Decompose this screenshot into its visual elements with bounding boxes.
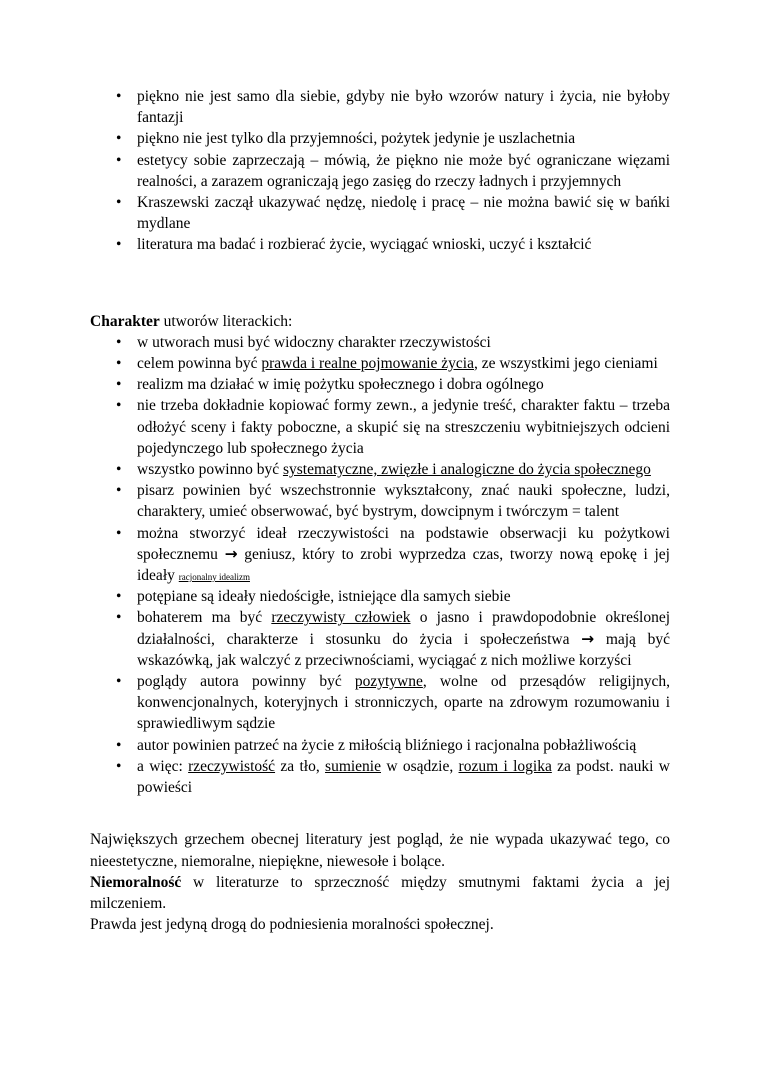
text-segment: estetycy sobie zaprzeczają – mówią, że piękno nie może być ograniczane więzami realności, a zarazem ograniczają jego zasięg do rzeczy ładnych i przyjemnych — [137, 151, 670, 190]
right-arrow-icon: → — [581, 629, 595, 648]
text-segment: autor powinien patrzeć na życie z miłością bliźniego i racjonalna pobłażliwością — [137, 736, 637, 754]
text-segment: literatura ma badać i rozbierać życie, wyciągać wnioski, uczyć i kształcić — [137, 236, 592, 254]
text-segment: za podst. nauki w powieści — [137, 757, 671, 797]
bullet-item — [90, 128, 670, 149]
bullet-item — [90, 735, 670, 756]
text-segment: w utworach musi być widoczny charakter rzeczywistości — [137, 333, 491, 351]
bullet-item — [90, 756, 670, 798]
text-segment: Niemoralność — [90, 873, 182, 891]
bullet-item — [90, 332, 670, 353]
bullet-item — [90, 671, 670, 735]
text-segment: bohaterem ma być — [137, 609, 272, 627]
text-segment: rozum i logika — [458, 757, 552, 775]
bullet-item — [90, 150, 670, 192]
text-segment: potępiane są ideały niedościgłe, istniejące dla samych siebie — [137, 588, 511, 606]
text-segment: utworów literackich: — [159, 312, 293, 330]
bullet-item — [90, 234, 670, 255]
text-segment: rzeczywisty człowiek — [271, 609, 411, 627]
text-segment: poglądy autora powinny być — [137, 673, 355, 691]
text-segment: , wolne od przesądów religijnych, konwencjonalnych, koteryjnych i stronniczych, oparte na zdrowym rozumowaniu i sprawiedliwym sądzie — [137, 673, 670, 733]
charakter-bullet-list — [90, 332, 670, 798]
bullet-item — [90, 353, 670, 374]
text-segment: realizm ma działać w imię pożytku społecznego i dobra ogólnego — [137, 376, 544, 394]
text-segment: Charakter — [90, 312, 160, 330]
text-segment: prawda i realne pojmowanie życia — [261, 355, 474, 373]
closing-paragraph — [90, 829, 670, 871]
charakter-heading — [90, 311, 670, 332]
text-segment: w osądzie, — [381, 757, 459, 775]
text-segment: Prawda jest jedyną drogą do podniesienia moralności społecznej. — [90, 916, 494, 934]
bullet-item — [90, 192, 670, 234]
text-segment: pisarz powinien być wszechstronnie wykształcony, znać nauki społeczne, ludzi, charaktery, umieć obserwować, być bystrym, dowcipnym i twórczym = talent — [137, 482, 670, 521]
text-segment: sumienie — [325, 757, 381, 775]
text-segment: systematyczne, zwięzłe i analogiczne do życia społecznego — [282, 461, 651, 479]
text-segment: rzeczywistość — [188, 757, 276, 775]
text-segment: geniusz, który to zrobi wyprzedza czas, tworzy nową epokę i jej ideały — [137, 545, 670, 585]
closing-paragraph — [90, 872, 670, 914]
text-segment: można stworzyć ideał rzeczywistości na podstawie obserwacji ku pożytkowi społecznemu — [137, 524, 670, 563]
text-segment: celem powinna być — [137, 355, 262, 373]
text-segment: piękno nie jest samo dla siebie, gdyby nie było wzorów natury i życia, nie byłoby fantazji — [137, 88, 670, 127]
text-segment: o jasno i prawdopodobnie określonej działalności, charakterze i stosunku do życia i społeczeństwa — [137, 609, 671, 648]
text-segment: nie trzeba dokładnie kopiować formy zewn., a jedynie treść, charakter faktu – trzeba odłożyć sceny i fakty poboczne, a skupić się na streszczeniu wybitniejszych odcieni pojedynczego lub społecznego życia — [137, 397, 670, 457]
bullet-item — [90, 86, 670, 128]
text-segment: Największych grzechem obecnej literatury jest pogląd, że nie wypada ukazywać tego, co nieestetyczne, niemoralne, niepiękne, niewesołe i bolące. — [90, 831, 670, 870]
bullet-item — [90, 523, 670, 587]
text-segment: mają być wskazówką, jak walczyć z przeciwnościami, wyciągać z nich możliwe korzyści — [137, 630, 670, 669]
closing-paragraph — [90, 914, 670, 935]
bullet-item — [90, 586, 670, 607]
right-arrow-icon: → — [224, 544, 238, 563]
bullet-item — [90, 607, 670, 671]
intro-bullet-list — [90, 86, 670, 256]
text-segment: za tło, — [275, 757, 326, 775]
closing-paragraphs — [90, 829, 670, 935]
text-segment: pozytywne — [354, 673, 423, 691]
text-segment: piękno nie jest tylko dla przyjemności, pożytek jedynie je uszlachetnia — [137, 130, 576, 148]
text-segment: a więc: — [137, 757, 189, 775]
bullet-item — [90, 459, 670, 480]
bullet-item — [90, 480, 670, 522]
bullet-item — [90, 374, 670, 395]
text-segment: w literaturze to sprzeczność między smutnymi faktami życia a jej milczeniem. — [90, 873, 670, 912]
bullet-item — [90, 395, 670, 459]
text-segment: , ze wszystkimi jego cieniami — [474, 355, 658, 373]
text-segment: wszystko powinno być — [137, 461, 283, 479]
text-segment: Kraszewski zaczął ukazywać nędzę, niedolę i pracę – nie można bawić się w bańki mydlane — [137, 194, 670, 233]
text-segment: racjonalny idealizm — [178, 572, 250, 583]
